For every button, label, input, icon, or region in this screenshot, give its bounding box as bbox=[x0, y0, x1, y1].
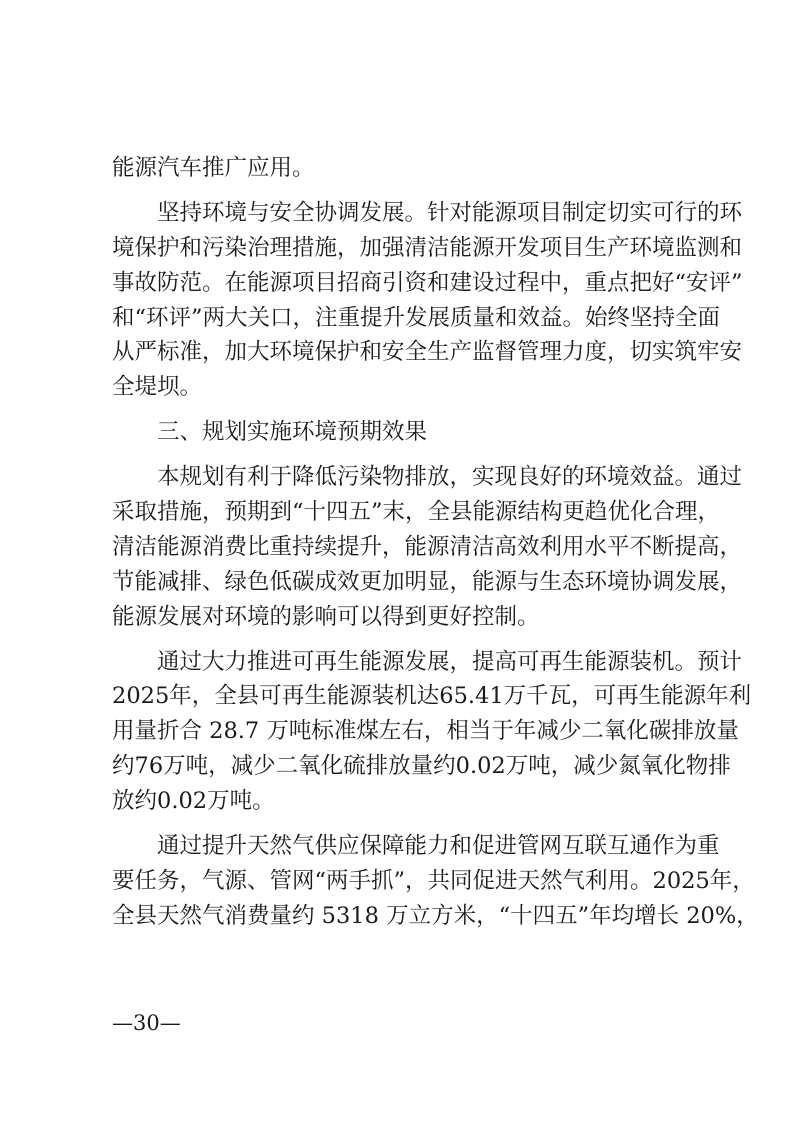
paragraph-line: 通过大力推进可再生能源发展，提高可再生能源装机。预计 bbox=[157, 648, 743, 675]
paragraph-line: 采取措施，预期到“十四五”末，全县能源结构更趋优化合理， bbox=[112, 499, 721, 526]
bold-lead-text: 坚持环境与安全协调发展。 bbox=[157, 199, 428, 226]
paragraph-line: 本规划有利于降低污染物排放，实现良好的环境效益。通过 bbox=[157, 464, 743, 491]
paragraph-line: 要任务，气源、管网“两手抓”，共同促进天然气利用。2025年， bbox=[112, 867, 755, 894]
paragraph-line: 约76万吨，减少二氧化硫排放量约0.02万吨，减少氮氧化物排 bbox=[112, 753, 731, 780]
paragraph-line: 全县天然气消费量约 5318 万立方米，“十四五”年均增长 20%， bbox=[112, 902, 759, 929]
paragraph-line: 全堤坝。 bbox=[112, 374, 203, 401]
paragraph-line bbox=[112, 196, 743, 231]
paragraph-line: 事故防范。在能源项目招商引资和建设过程中，重点把好“安评” bbox=[112, 269, 743, 296]
paragraph-line: 2025年，全县可再生能源装机达65.41万千瓦，可再生能源年利 bbox=[112, 683, 752, 710]
paragraph-line: 境保护和污染治理措施，加强清洁能源开发项目生产环境监测和 bbox=[112, 234, 743, 261]
page-number: —30— bbox=[112, 1011, 181, 1035]
paragraph-line: 节能减排、绿色低碳成效更加明显，能源与生态环境协调发展， bbox=[112, 568, 743, 595]
paragraph-line: 通过提升天然气供应保障能力和促进管网互联互通作为重 bbox=[157, 833, 720, 860]
paragraph-line: 放约0.02万吨。 bbox=[112, 788, 275, 815]
paragraph-line: 清洁能源消费比重持续提升，能源清洁高效利用水平不断提高， bbox=[112, 533, 743, 560]
paragraph-line: 能源发展对环境的影响可以得到更好控制。 bbox=[112, 603, 540, 630]
section-heading: 三、规划实施环境预期效果 bbox=[157, 419, 428, 446]
paragraph-line: 和“环评”两大关口，注重提升发展质量和效益。始终坚持全面 bbox=[112, 304, 721, 331]
paragraph-line: 能源汽车推广应用。 bbox=[112, 155, 315, 181]
paragraph-line: 从严标准，加大环境保护和安全生产监督管理力度，切实筑牢安 bbox=[112, 339, 743, 366]
paragraph-text: 针对能源项目制定切实可行的环 bbox=[427, 199, 743, 226]
document-page bbox=[112, 151, 759, 934]
paragraph-line: 用量折合 28.7 万吨标准煤左右，相当于年减少二氧化碳排放量 bbox=[112, 718, 739, 745]
